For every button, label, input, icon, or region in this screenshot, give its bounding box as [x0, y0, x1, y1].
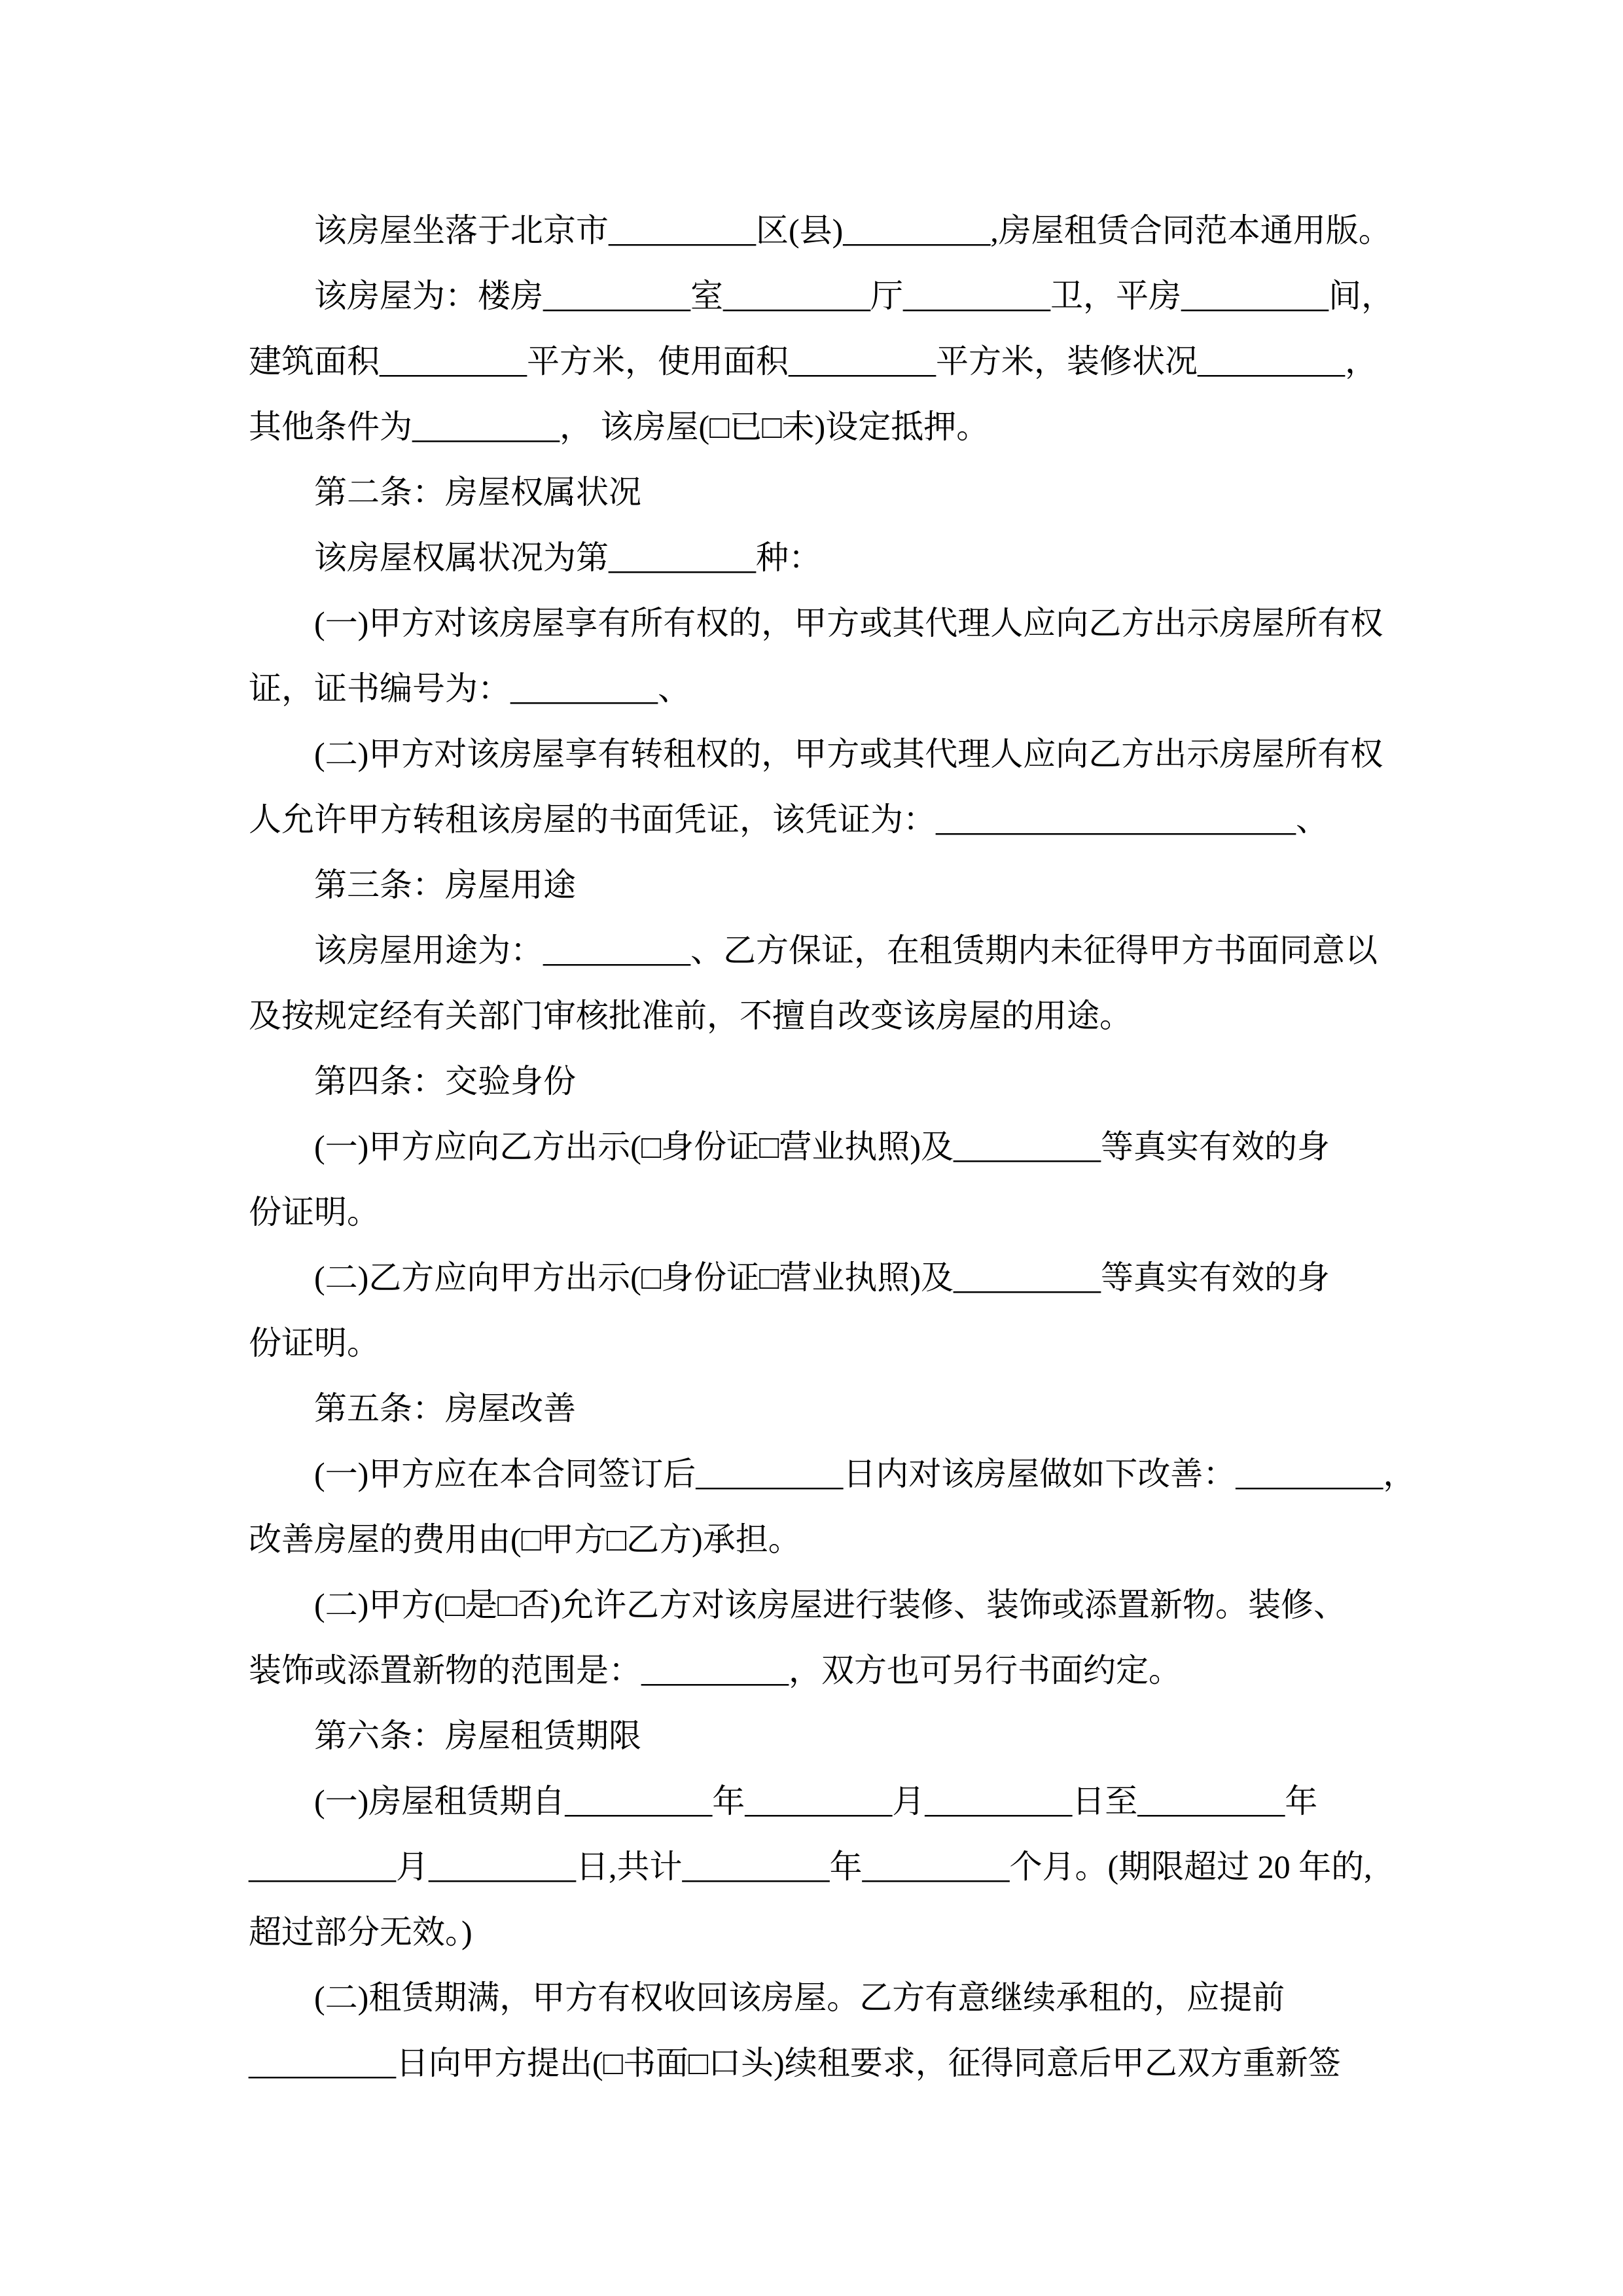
contract-line: 第三条：房屋用途: [314, 867, 576, 903]
contract-line: _________日向甲方提出(□书面□口头)续租要求，征得同意后甲乙双方重新签: [249, 2045, 1341, 2081]
contract-line: 第六条：房屋租赁期限: [314, 1717, 641, 1754]
contract-line: 超过部分无效。): [249, 1914, 473, 1950]
contract-line: (二)甲方对该房屋享有转租权的，甲方或其代理人应向乙方出示房屋所有权: [314, 736, 1383, 772]
contract-line: (一)甲方应向乙方出示(□身份证□营业执照)及_________等真实有效的身: [314, 1128, 1330, 1165]
contract-line: 第二条：房屋权属状况: [314, 474, 641, 511]
contract-line: 该房屋坐落于北京市_________区(县)_________,房屋租赁合同范本通用版。: [314, 212, 1391, 249]
contract-line: (二)甲方(□是□否)允许乙方对该房屋进行装修、装饰或添置新物。装修、: [314, 1587, 1347, 1623]
contract-body: [249, 198, 1420, 2096]
contract-line: 其他条件为_________， 该房屋(□已□未)设定抵押。: [249, 408, 990, 445]
contract-line: 装饰或添置新物的范围是：_________，双方也可另行书面约定。: [249, 1652, 1181, 1689]
contract-line: 改善房屋的费用由(□甲方□乙方)承担。: [249, 1521, 801, 1558]
contract-line: (二)租赁期满，甲方有权收回该房屋。乙方有意继续承租的，应提前: [314, 1979, 1285, 2016]
contract-line: 该房屋权属状况为第_________种：: [314, 539, 821, 576]
contract-line: 份证明。: [249, 1194, 380, 1230]
contract-line: (二)乙方应向甲方出示(□身份证□营业执照)及_________等真实有效的身: [314, 1259, 1330, 1296]
contract-line: _________月_________日,共计_________年_________个月。(期限超过 20 年的,: [249, 1848, 1372, 1885]
contract-line: 份证明。: [249, 1325, 380, 1361]
contract-line: 及按规定经有关部门审核批准前，不擅自改变该房屋的用途。: [249, 997, 1132, 1034]
contract-line: (一)甲方应在本合同签订后_________日内对该房屋做如下改善：_________，: [314, 1456, 1416, 1492]
contract-line: 人允许甲方转租该房屋的书面凭证，该凭证为：______________________、: [249, 801, 1329, 838]
contract-line: 第四条：交验身份: [314, 1063, 576, 1100]
contract-line: (一)甲方对该房屋享有所有权的，甲方或其代理人应向乙方出示房屋所有权: [314, 605, 1383, 641]
contract-line: 该房屋为：楼房_________室_________厅_________卫，平房_________间，: [314, 278, 1394, 314]
contract-line: 证，证书编号为：_________、: [249, 670, 690, 707]
contract-line: 第五条：房屋改善: [314, 1390, 576, 1427]
contract-line: 建筑面积_________平方米，使用面积_________平方米，装修状况_________，: [249, 343, 1378, 380]
contract-line: (一)房屋租赁期自_________年_________月_________日至_________年: [314, 1783, 1318, 1820]
contract-line: 该房屋用途为：_________、乙方保证，在租赁期内未征得甲方书面同意以: [314, 932, 1378, 969]
